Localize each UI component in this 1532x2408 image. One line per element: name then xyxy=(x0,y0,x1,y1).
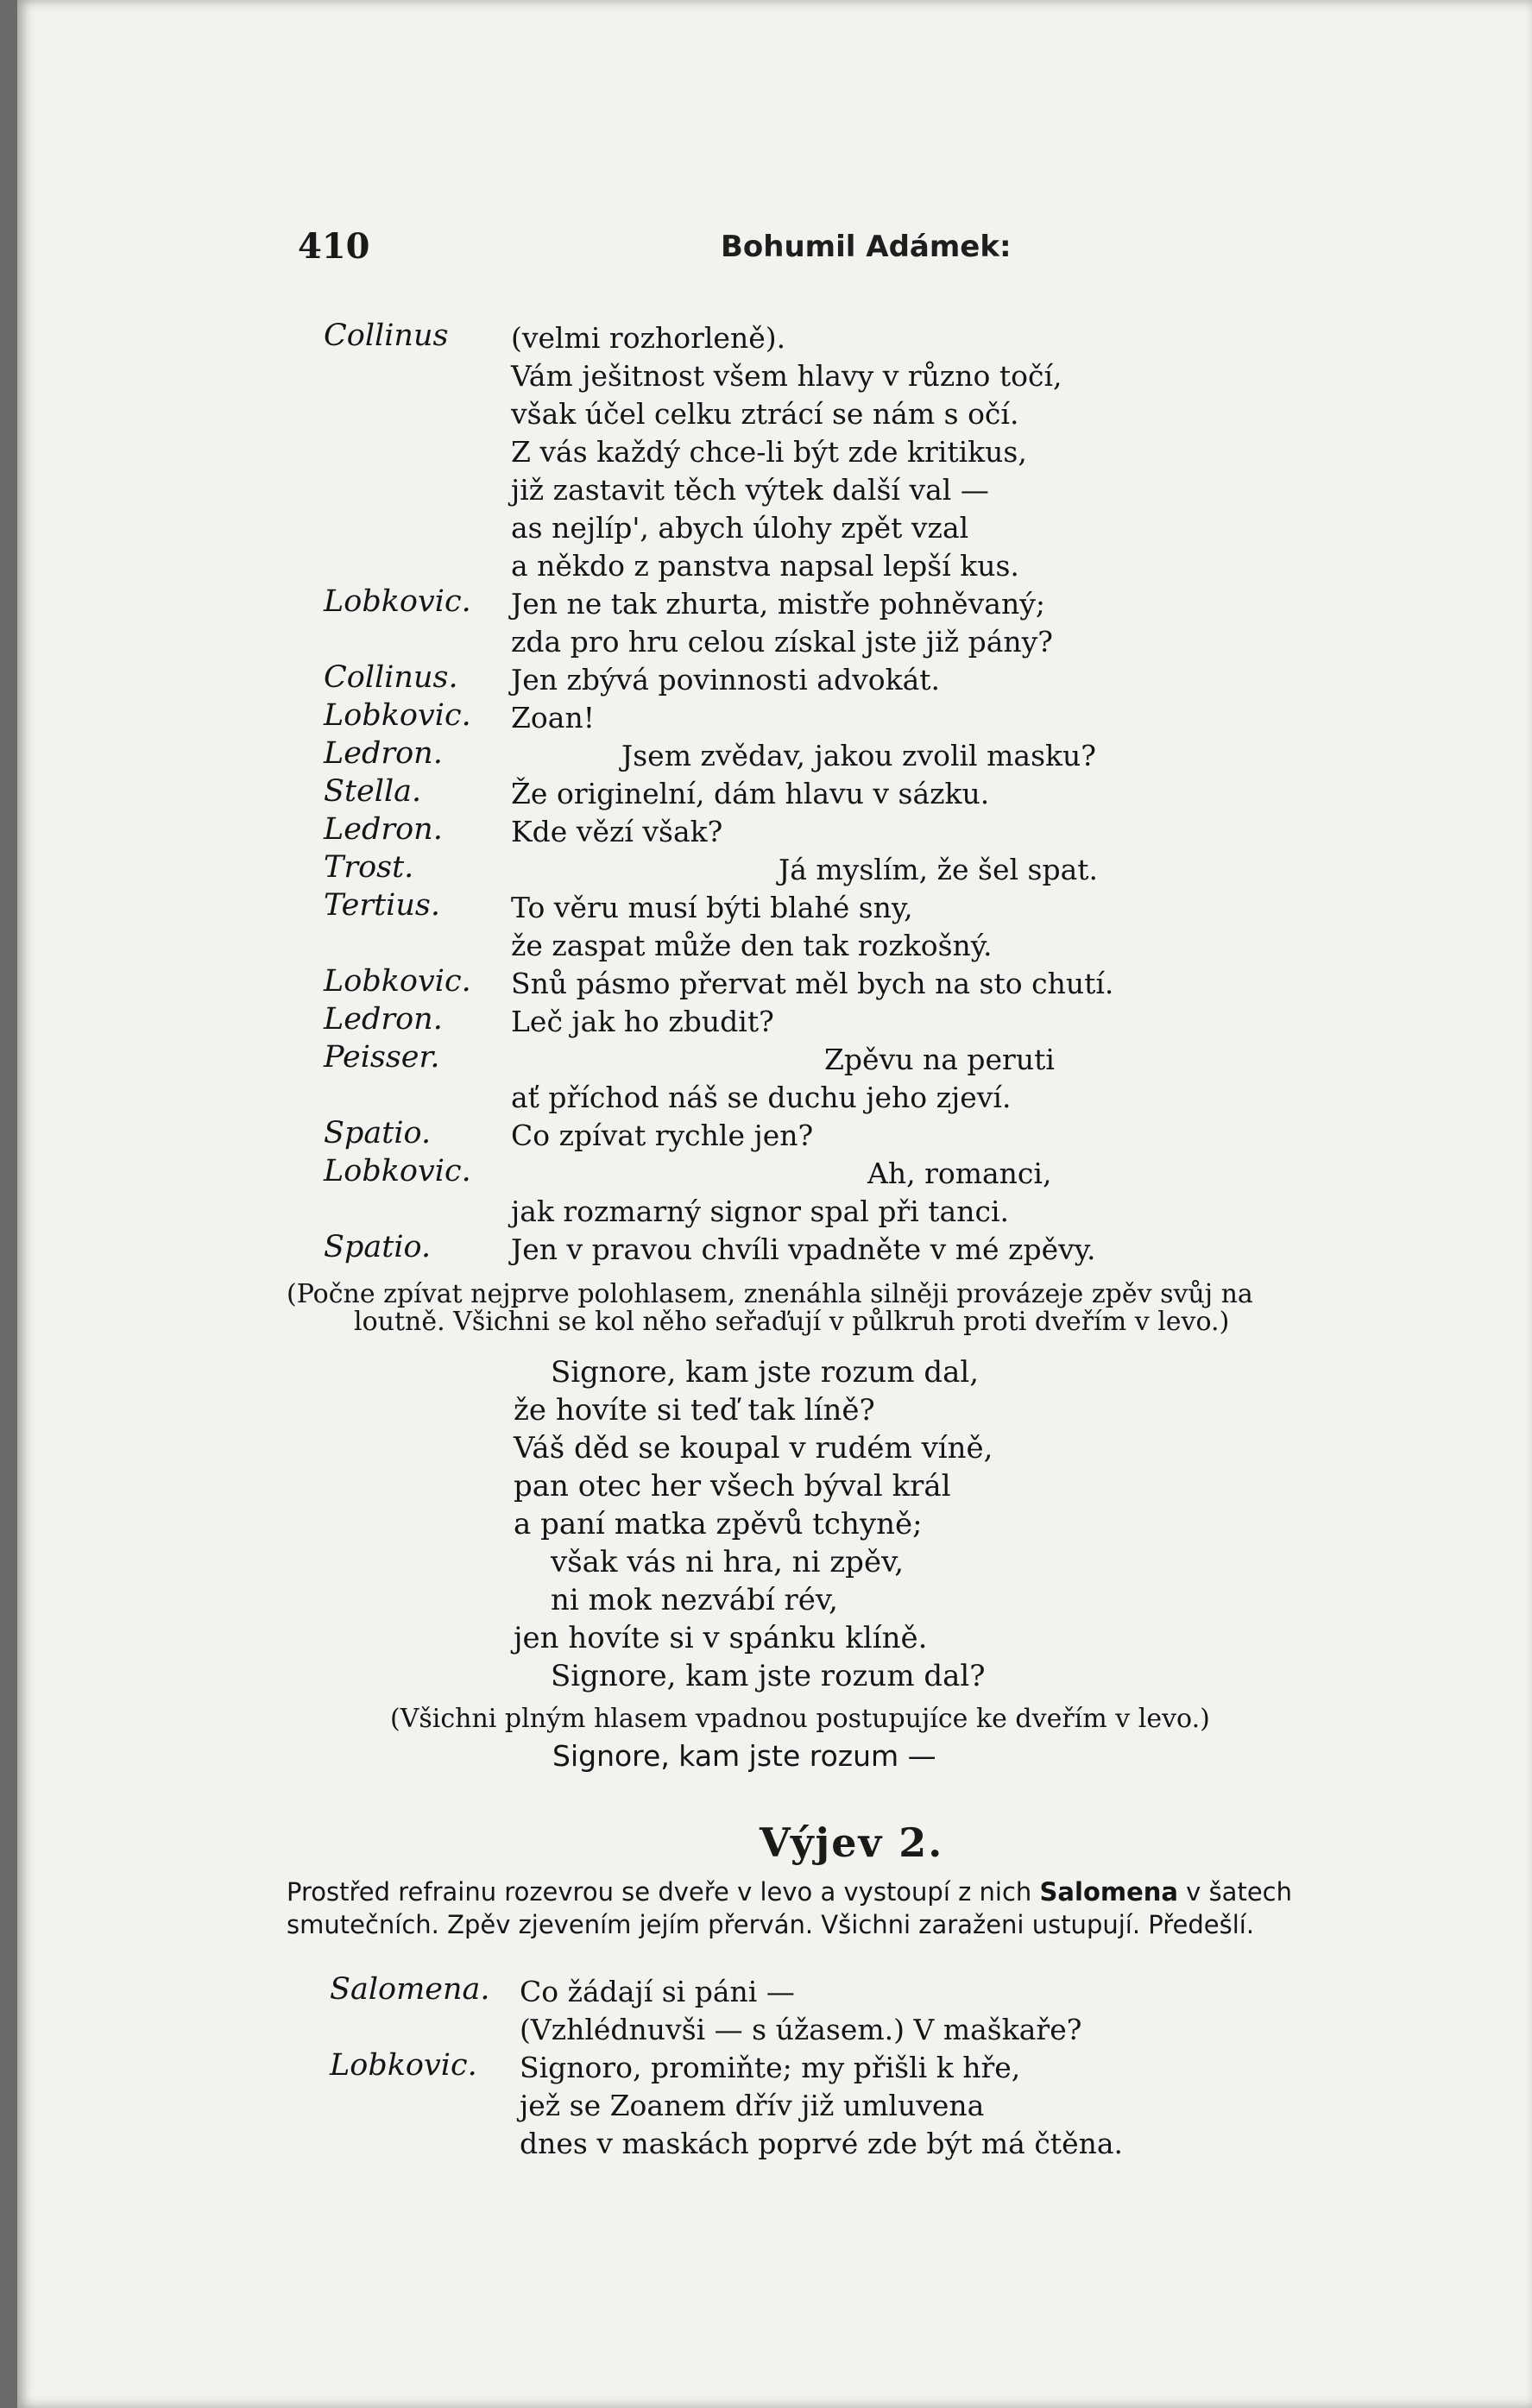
scene-title: Výjev 2. xyxy=(760,1819,944,1866)
page-header xyxy=(298,226,1506,278)
dialogue-line: (Vzhlédnuvši — s úžasem.) V maškaře? xyxy=(520,2013,1082,2046)
dialogue-line: Jen ne tak zhurta, mistře pohněvaný; xyxy=(511,587,1045,621)
song-line: Signore, kam jste rozum dal, xyxy=(551,1355,980,1390)
speaker-name: Ledron. xyxy=(324,1002,443,1037)
dialogue-line: Co zpívat rychle jen? xyxy=(511,1119,814,1152)
song-line: jen hovíte si v spánku klíně. xyxy=(514,1621,928,1655)
dialogue-line: již zastavit těch výtek další val — xyxy=(511,473,989,507)
song-line: Váš děd se koupal v rudém víně, xyxy=(514,1431,993,1466)
song-line: a paní matka zpěvů tchyně; xyxy=(514,1507,923,1541)
dialogue-line: Signoro, promiňte; my přišli k hře, xyxy=(520,2051,1021,2084)
page-number: 410 xyxy=(298,226,370,267)
song-line: však vás ni hra, ni zpěv, xyxy=(551,1545,905,1579)
dialogue-line: Jen zbývá povinnosti advokát. xyxy=(511,663,940,697)
dialogue-line: Že originelní, dám hlavu v sázku. xyxy=(511,777,990,810)
speaker-name: Lobkovic. xyxy=(330,2048,477,2083)
speaker-name: Ledron. xyxy=(324,812,443,847)
speaker-name: Stella. xyxy=(324,774,422,809)
speaker-name: Ledron. xyxy=(324,736,443,771)
dialogue-line: a někdo z panstva napsal lepší kus. xyxy=(511,549,1019,583)
stage-direction-line: (Všichni plným hlasem vpadnou postupujíce ke dveřím v levo.) xyxy=(390,1704,1210,1734)
stage-direction-line: loutně. Všichni se kol něho seřaďují v půlkruh proti dveřím v levo.) xyxy=(354,1307,1230,1337)
dialogue-line: Vám ješitnost všem hlavy v různo točí, xyxy=(511,359,1062,393)
speaker-name: Peisser. xyxy=(324,1040,440,1075)
scene-direction-text: Prostřed refrainu rozevrou se dveře v levo a vystoupí z nich xyxy=(287,1877,1040,1907)
scene-direction-text: v šatech xyxy=(1177,1877,1292,1907)
running-head: Bohumil Adámek: xyxy=(721,230,1012,264)
dialogue-line: Jsem zvědav, jakou zvolil masku? xyxy=(621,739,1096,772)
scene-direction-line: smutečních. Zpěv zjevením jejím přerván. Všichni zaraženi ustupují. Předešlí. xyxy=(287,1910,1255,1939)
speaker-name: Lobkovic. xyxy=(324,964,471,999)
speaker-name: Lobkovic. xyxy=(324,1154,471,1188)
speaker-name: Lobkovic. xyxy=(324,698,471,733)
song-line: že hovíte si teď tak líně? xyxy=(514,1393,875,1428)
dialogue-line: jak rozmarný signor spal při tanci. xyxy=(511,1195,1009,1228)
dialogue-line: Já myslím, že šel spat. xyxy=(779,853,1099,886)
dialogue-line: jež se Zoanem dřív již umluvena xyxy=(520,2089,985,2122)
character-name: Salomena xyxy=(1039,1877,1178,1907)
dialogue-line: To věru musí býti blahé sny, xyxy=(511,891,913,924)
dialogue-line: Kde vězí však? xyxy=(511,815,723,848)
dialogue-line: Leč jak ho zbudit? xyxy=(511,1005,774,1038)
speaker-name: Trost. xyxy=(324,850,414,885)
stage-direction-line: (Počne zpívat nejprve polohlasem, znenáhla silněji provázeje zpěv svůj na xyxy=(287,1279,1253,1309)
book-page xyxy=(17,0,1532,2408)
song-line: Signore, kam jste rozum dal? xyxy=(551,1659,986,1693)
dialogue-line: as nejlíp', abych úlohy zpět vzal xyxy=(511,511,969,545)
dialogue-line: zda pro hru celou získal jste již pány? xyxy=(511,625,1053,659)
song-line: pan otec her všech býval král xyxy=(514,1469,951,1503)
dialogue-line: (velmi rozhorleně). xyxy=(511,321,786,355)
dialogue-line: Jen v pravou chvíli vpadněte v mé zpěvy. xyxy=(511,1232,1096,1266)
scene-direction-line xyxy=(287,1875,1292,1909)
speaker-name: Lobkovic. xyxy=(324,584,471,619)
dialogue-line: Zpěvu na peruti xyxy=(824,1043,1055,1076)
dialogue-line: Snů pásmo přervat měl bych na sto chutí. xyxy=(511,967,1114,1000)
speaker-name: Salomena. xyxy=(330,1972,490,2007)
song-line: ni mok nezvábí rév, xyxy=(551,1583,838,1617)
dialogue-line: však účel celku ztrácí se nám s očí. xyxy=(511,397,1019,431)
speaker-name: Collinus. xyxy=(324,660,458,695)
chorus-line: Signore, kam jste rozum — xyxy=(552,1739,936,1773)
speaker-name: Spatio. xyxy=(324,1230,432,1264)
dialogue-line: dnes v maskách poprvé zde být má čtěna. xyxy=(520,2127,1124,2160)
speaker-name: Spatio. xyxy=(324,1116,432,1150)
speaker-name: Collinus xyxy=(324,318,449,353)
dialogue-line: že zaspat může den tak rozkošný. xyxy=(511,929,993,962)
dialogue-line: Z vás každý chce-li být zde kritikus, xyxy=(511,435,1027,469)
dialogue-line: ať příchod náš se duchu jeho zjeví. xyxy=(511,1081,1012,1114)
speaker-name: Tertius. xyxy=(324,888,440,923)
dialogue-line: Co žádají si páni — xyxy=(520,1975,795,2008)
dialogue-line: Ah, romanci, xyxy=(867,1157,1052,1190)
dialogue-line: Zoan! xyxy=(511,701,595,734)
